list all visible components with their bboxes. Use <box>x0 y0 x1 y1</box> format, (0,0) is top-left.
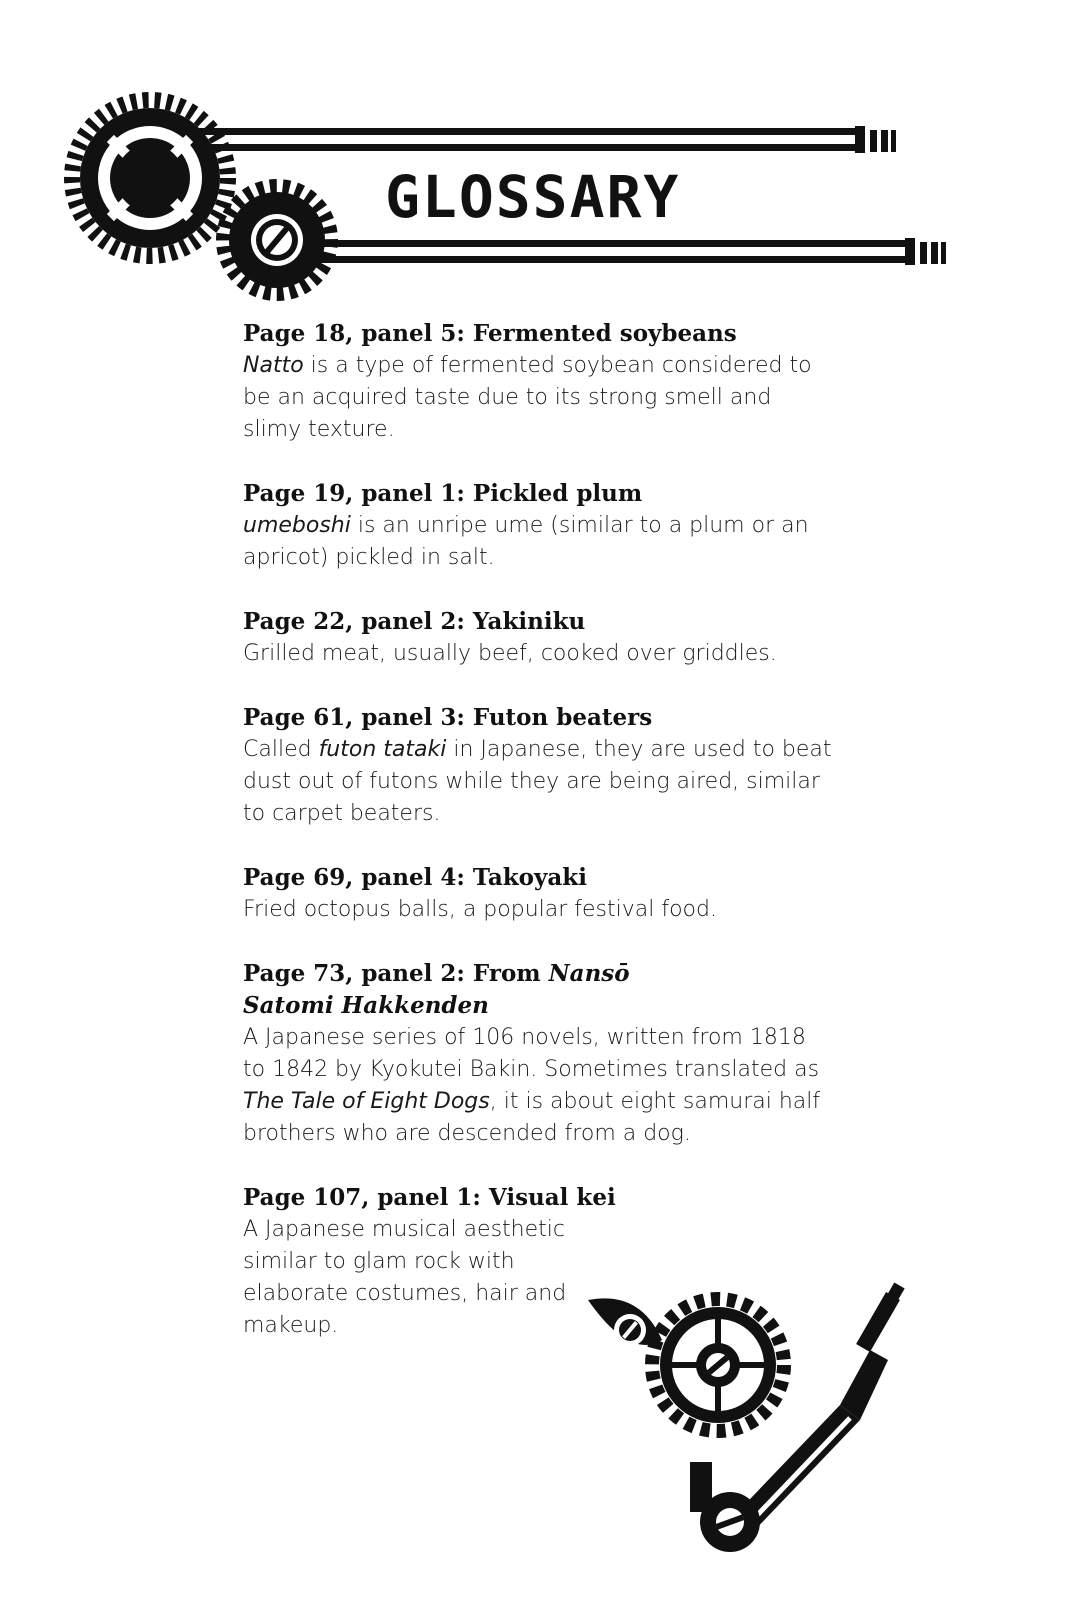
entry-text: is an unripe ume (similar to a plum or an apricot) pickled in salt. <box>243 513 809 570</box>
entry-body <box>243 1022 833 1150</box>
upper-pipe <box>190 126 896 153</box>
entry-body: A Japanese musical aesthetic similar to glam rock with elaborate costumes, hair and makeup. <box>243 1217 567 1338</box>
entry-heading-text: Page 73, panel 2: From <box>243 960 549 987</box>
entry-text: in Japanese, they are used to beat dust out of futons while they are being aired, similar to carpet beaters. <box>243 737 832 826</box>
entry-body <box>243 734 833 830</box>
wheel-icon <box>690 1462 760 1552</box>
entry-term: Natto <box>243 353 304 378</box>
entry-heading: Page 107, panel 1: Visual kei <box>243 1184 616 1211</box>
entry-heading: Page 61, panel 3: Futon beaters <box>243 704 653 731</box>
entry-body <box>243 510 833 574</box>
entry-heading: Page 19, panel 1: Pickled plum <box>243 480 643 507</box>
page-title: GLOSSARY <box>385 163 681 231</box>
entry-term: umeboshi <box>243 513 351 538</box>
machine-gear-icon <box>652 1299 784 1431</box>
entry-body: Fried octopus balls, a popular festival food. <box>243 897 717 922</box>
entry-text: , it is about eight samurai half brothers who are descended from a dog. <box>243 1089 821 1146</box>
entry-text: Called <box>243 737 319 762</box>
glossary-entry <box>243 862 833 926</box>
entry-text: is a type of fermented soybean considered to be an acquired taste due to its strong smell and slimy texture. <box>243 353 812 442</box>
entry-term: futon tataki <box>318 737 447 762</box>
glossary-entry <box>243 606 833 670</box>
glossary-entry <box>243 318 833 446</box>
glossary-entry <box>243 702 833 830</box>
crank-handle <box>730 1282 905 1535</box>
large-gear-icon <box>72 100 228 256</box>
eye-ornament-icon <box>588 1298 662 1346</box>
glossary-entry <box>243 958 833 1150</box>
entry-text: A Japanese series of 106 novels, written from 1818 to 1842 by Kyokutei Bakin. Sometimes translated as <box>243 1025 820 1082</box>
entry-heading <box>243 958 683 1022</box>
glossary-entry <box>243 478 833 574</box>
entry-body <box>243 350 833 446</box>
entry-heading: Page 69, panel 4: Takoyaki <box>243 864 587 891</box>
entry-term: The Tale of Eight Dogs <box>243 1089 490 1114</box>
entry-body: Grilled meat, usually beef, cooked over griddles. <box>243 641 777 666</box>
glossary-list <box>243 318 833 1374</box>
lower-pipe <box>300 238 946 265</box>
entry-heading-title: Nansō Satomi Hakkenden <box>243 960 630 1019</box>
entry-heading: Page 22, panel 2: Yakiniku <box>243 608 586 635</box>
gear-machine-icon <box>570 1270 940 1560</box>
entry-heading: Page 18, panel 5: Fermented soybeans <box>243 320 737 347</box>
small-gear-icon <box>223 186 331 294</box>
gear-pipes-icon <box>0 0 1067 310</box>
